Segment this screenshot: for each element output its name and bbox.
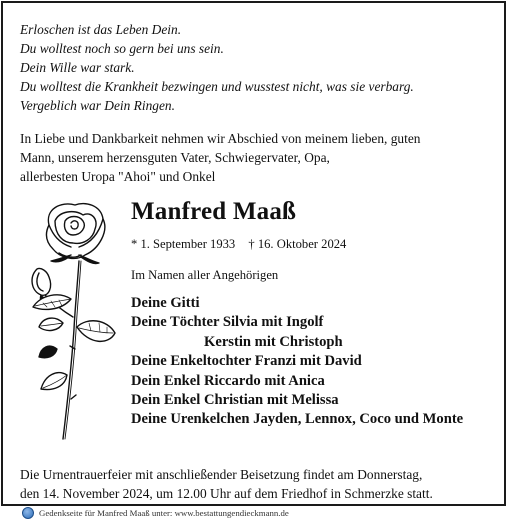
globe-icon <box>22 507 34 519</box>
mourners-list <box>131 294 463 430</box>
birth-date: * 1. September 1933 <box>131 237 236 251</box>
deceased-name: Manfred Maaß <box>131 198 297 225</box>
poem-line: Vergeblich war Dein Ringen. <box>20 98 175 113</box>
mourner-line: Deine Urenkelchen Jayden, Lennox, Coco und Monte <box>131 411 464 428</box>
funeral-line: Die Urnentrauerfeier mit anschließender Beisetzung findet am Donnerstag, <box>20 467 423 482</box>
rose-illustration <box>19 199 123 444</box>
mourner-line: Deine Töchter Silvia mit Ingolf <box>131 314 324 331</box>
obituary-frame <box>1 1 506 506</box>
footer-text[interactable]: Gedenkseite für Manfred Maaß unter: www.bestattungendieckmann.de <box>39 508 289 518</box>
death-date: † 16. Oktober 2024 <box>248 237 347 251</box>
poem-line: Dein Wille war stark. <box>20 60 135 75</box>
mourner-line: Deine Enkeltochter Franzi mit David <box>131 353 362 370</box>
funeral-info <box>20 465 433 503</box>
poem-line: Erloschen ist das Leben Dein. <box>20 22 182 37</box>
poem-line: Du wolltest noch so gern bei uns sein. <box>20 41 224 56</box>
on-behalf-line: Im Namen aller Angehörigen <box>131 268 279 282</box>
mourner-line: Dein Enkel Riccardo mit Anica <box>131 372 325 389</box>
mourner-line: Deine Gitti <box>131 295 200 311</box>
poem <box>20 20 414 115</box>
memorial-page-footer[interactable] <box>22 507 289 519</box>
mourner-line: Dein Enkel Christian mit Melissa <box>131 392 339 409</box>
intro-line: Mann, unserem herzensguten Vater, Schwiegervater, Opa, <box>20 150 330 165</box>
intro-line: In Liebe und Dankbarkeit nehmen wir Abschied von meinem lieben, guten <box>20 131 421 146</box>
intro-text <box>20 129 421 186</box>
poem-line: Du wolltest die Krankheit bezwingen und wusstest nicht, was sie verbarg. <box>20 79 414 94</box>
funeral-line: den 14. November 2024, um 12.00 Uhr auf dem Friedhof in Schmerzke statt. <box>20 486 433 501</box>
life-dates <box>131 237 356 252</box>
mourner-line: Kerstin mit Christoph <box>204 333 343 350</box>
intro-line: allerbesten Uropa "Ahoi" und Onkel <box>20 169 216 184</box>
